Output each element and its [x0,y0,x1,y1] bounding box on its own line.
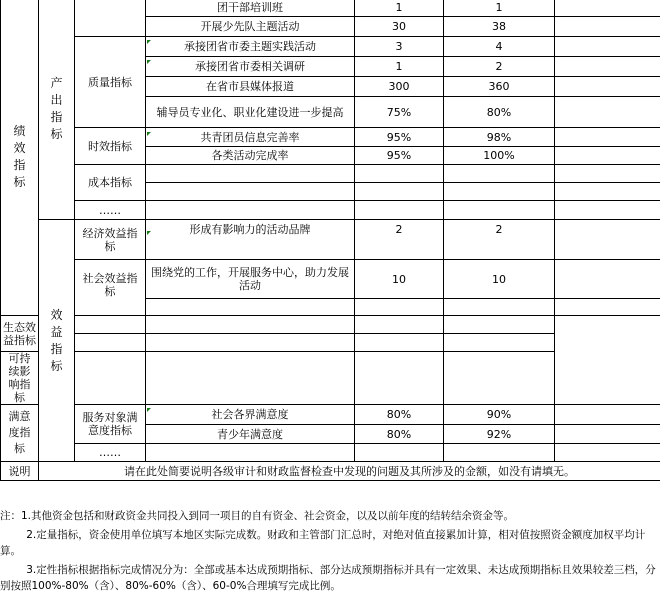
target-value: 1 [355,57,444,77]
table-row [1,165,660,183]
indicator-name: 围绕党的工作，开展服务中心，助力发展活动 [146,260,355,299]
cell-marker-icon [147,40,151,44]
timeliness-indicator-cell: 时效指标 [75,128,146,165]
extra-cell [555,97,660,128]
extra-cell [555,405,660,425]
extra-cell [555,37,660,57]
indicator-name: 在省市县媒体报道 [146,77,355,97]
footnote-2: 2.定量指标，资金使用单位填写本地区实际完成数。财政和主管部门汇总时，对绝对值直接累加计算，相对值按照资金额度加权平均计算。 [0,529,646,557]
cell-marker-icon [147,408,151,412]
service-satisfaction-cell: 服务对象满意度指标 [75,405,146,444]
footnote-1: 注：1.其他资金包括和财政资金共同投入到同一项目的自有资金、社会资金，以及以前年度的结转结余资金等。 [0,510,515,522]
indicator-name: 青少年满意度 [146,425,355,444]
cost-indicator-cell: 成本指标 [75,165,146,201]
table-row [1,0,660,17]
extra-cell [555,0,660,17]
note-label: 说明 [1,462,39,481]
indicator-name: 承接团省市委主题实践活动 [146,37,355,57]
table-row [1,128,660,147]
quantity-indicator-cell [75,0,146,37]
extra-cell [555,147,660,165]
table-row [1,201,660,220]
indicator-name: 开展少先队主题活动 [146,17,355,37]
target-value: 95% [355,147,444,165]
quality-indicator-cell: 质量指标 [75,37,146,128]
actual-value: 38 [444,17,555,37]
table-row [1,352,660,405]
note-text: 请在此处简要说明各级审计和财政监督检查中发现的问题及其所涉及的金额，如没有请填无。 [39,462,660,481]
target-value: 300 [355,77,444,97]
actual-value: 4 [444,37,555,57]
output-indicator-cell: 产出指标 [39,0,75,220]
performance-indicator-cell: 绩效指标 [1,0,39,316]
ecological-indicator-cell: 生态效益指标 [1,316,39,352]
target-value: 30 [355,17,444,37]
actual-value: 92% [444,425,555,444]
indicator-name: 社会各界满意度 [146,405,355,425]
actual-value: 80% [444,97,555,128]
extra-cell [555,128,660,147]
actual-value: 10 [444,260,555,299]
extra-cell [555,425,660,444]
indicator-name: 承接团省市委相关调研 [146,57,355,77]
extra-cell [555,57,660,77]
ellipsis-cell: …… [75,444,146,462]
target-value: 95% [355,128,444,147]
satisfaction-indicator-cell: 满意度指标 [1,405,39,462]
actual-value: 1 [444,0,555,17]
actual-value: 90% [444,405,555,425]
extra-cell [555,260,660,299]
note-row [1,462,660,481]
target-value: 80% [355,425,444,444]
cell-marker-icon [147,132,151,136]
table-row [1,334,660,352]
actual-value: 100% [444,147,555,165]
social-indicator-cell: 社会效益指标 [75,260,146,316]
extra-cell [555,17,660,37]
target-value: 75% [355,97,444,128]
cell-marker-icon [147,60,151,64]
actual-value: 360 [444,77,555,97]
table-row [1,37,660,57]
indicator-name: 团干部培训班 [146,0,355,17]
extra-cell [555,220,660,260]
target-value: 2 [355,220,444,260]
sustainable-indicator-cell: 可持续影响指标 [1,352,39,405]
economic-indicator-cell: 经济效益指标 [75,220,146,260]
table-row [1,260,660,299]
ellipsis-cell: …… [75,201,146,220]
indicator-name: 各类活动完成率 [146,147,355,165]
indicator-name: 形成有影响力的活动品牌 [146,220,355,260]
extra-cell [555,77,660,97]
table-row [1,316,660,334]
table-row [1,220,660,260]
table-row [1,405,660,425]
target-value: 1 [355,0,444,17]
target-value: 80% [355,405,444,425]
actual-value: 2 [444,220,555,260]
cell-marker-icon [147,231,151,235]
table-row [1,444,660,462]
target-value: 10 [355,260,444,299]
footnotes [0,508,656,597]
benefit-indicator-cell: 效益指标 [39,220,75,462]
actual-value: 2 [444,57,555,77]
footnote-3: 3.定性指标根据指标完成情况分为：全部或基本达成预期指标、部分达成预期指标并具有一定效果、未达成预期指标且效果较差三档，分别按照100%-80%（含）、80%-60%（含）、60-0%合理填写完成比例。 [0,564,656,592]
indicator-name: 共青团员信息完善率 [146,128,355,147]
target-value: 3 [355,37,444,57]
actual-value: 98% [444,128,555,147]
indicator-name: 辅导员专业化、职业化建设进一步提高 [146,97,355,128]
